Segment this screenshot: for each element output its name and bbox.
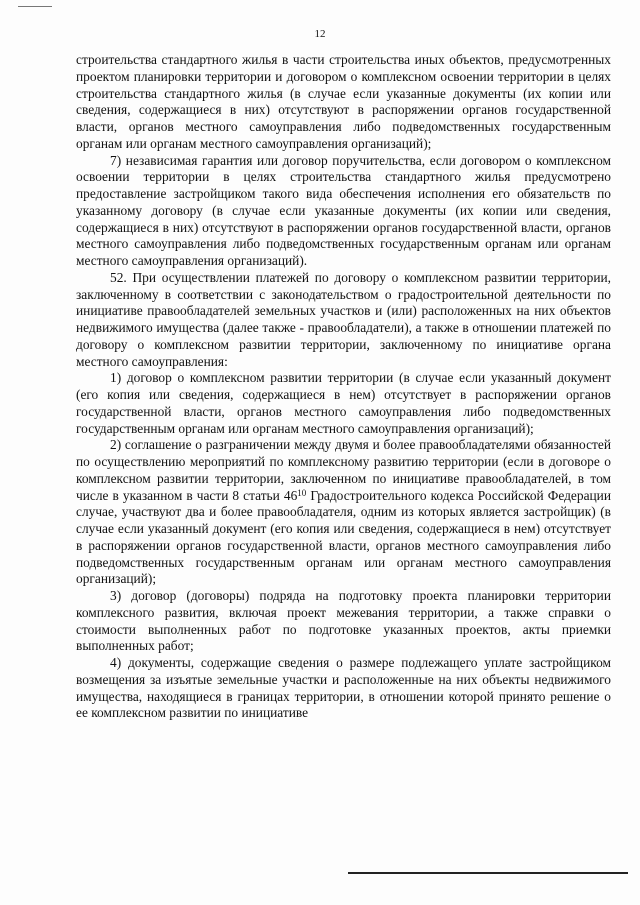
paragraph-continuation: строительства стандартного жилья в части строительства иных объектов, предусмотренных проектом планировки территории и договором о комплексном освоении территории в целях строительства стандартного жилья (в случае если указанные документы (их копии или сведения, содержащиеся в них) отсутствуют в распоряжении органов государственной власти, органов местного самоуправления либо подведомственных государственным органам или органам местного самоуправления организаций); (76, 52, 611, 151)
paragraph-item-2-after: Градостроительного кодекса Российской Федерации случае, участвуют два и более правообладателя, одним из которых является застройщик) (в случае если указанный документ (его копия или сведения, содержащиеся в нем) отсутствует в распоряжении органов государственной власти, органов местного самоуправления либо подведомственных государственным органам или органам местного самоуправления организаций); (76, 487, 612, 587)
paragraph-item-7: 7) независимая гарантия или договор поручительства, если договором о комплексном освоении территории в целях строительства стандартного жилья предусмотрено предоставление застройщиком такого вида обеспечения исполнения его обязательств по указанному договору (в случае если указанные документы (их копии или сведения, содержащиеся в них) отсутствуют в распоряжении органов государственной власти, органов местного самоуправления либо подведомственных государственным органам или органам местного самоуправления организаций). (76, 152, 611, 268)
paragraph-item-4: 4) документы, содержащие сведения о размере подлежащего уплате застройщиком возмещения за изъятые земельные участки и расположенные на них объекты недвижимого имущества, находящиеся в границах территории, в отношении которой принято решение о ее комплексном развитии по инициативе (76, 655, 611, 721)
article-superscript: 10 (297, 487, 307, 498)
page-number: 12 (314, 28, 326, 40)
paragraph-item-1: 1) договор о комплексном развитии территории (в случае если указанный документ (его копия или сведения, содержащиеся в нем) отсутствует в распоряжении органов государственной власти, органов местного самоуправления либо подведомственных государственным органам или органам местного самоуправления организаций); (76, 370, 611, 436)
paragraph-clause-52: 52. При осуществлении платежей по договору о комплексном развитии территории, заключенному в соответствии с законодательством о градостроительной деятельности по инициативе правообладателей земельных участков и (или) расположенных на них объектов недвижимого имущества (далее также - правообладатели), а также в отношении платежей по договору о комплексном развитии территории, заключенному по инициативе органа местного самоуправления: (76, 269, 611, 369)
paragraph-item-2 (76, 437, 611, 588)
scan-artifact-bottom (348, 872, 628, 874)
scan-artifact-top (18, 6, 52, 7)
paragraph-item-3: 3) договор (договоры) подряда на подготовку проекта планировки территории комплексного развития, включая проект межевания территории, а также справки о стоимости выполненных работ по подготовке указанных проектов, акты приемки выполненных работ; (76, 588, 611, 654)
paragraph-item-2-before: 2) соглашение о разграничении между двумя и более правообладателями обязанностей по осуществлению мероприятий по комплексному развитию территории (если в договоре о комплексном развитии территории, заключенном по инициативе правообладателей, в том числе в указанном в части 8 статьи 46 (76, 437, 611, 503)
document-body (76, 52, 611, 722)
